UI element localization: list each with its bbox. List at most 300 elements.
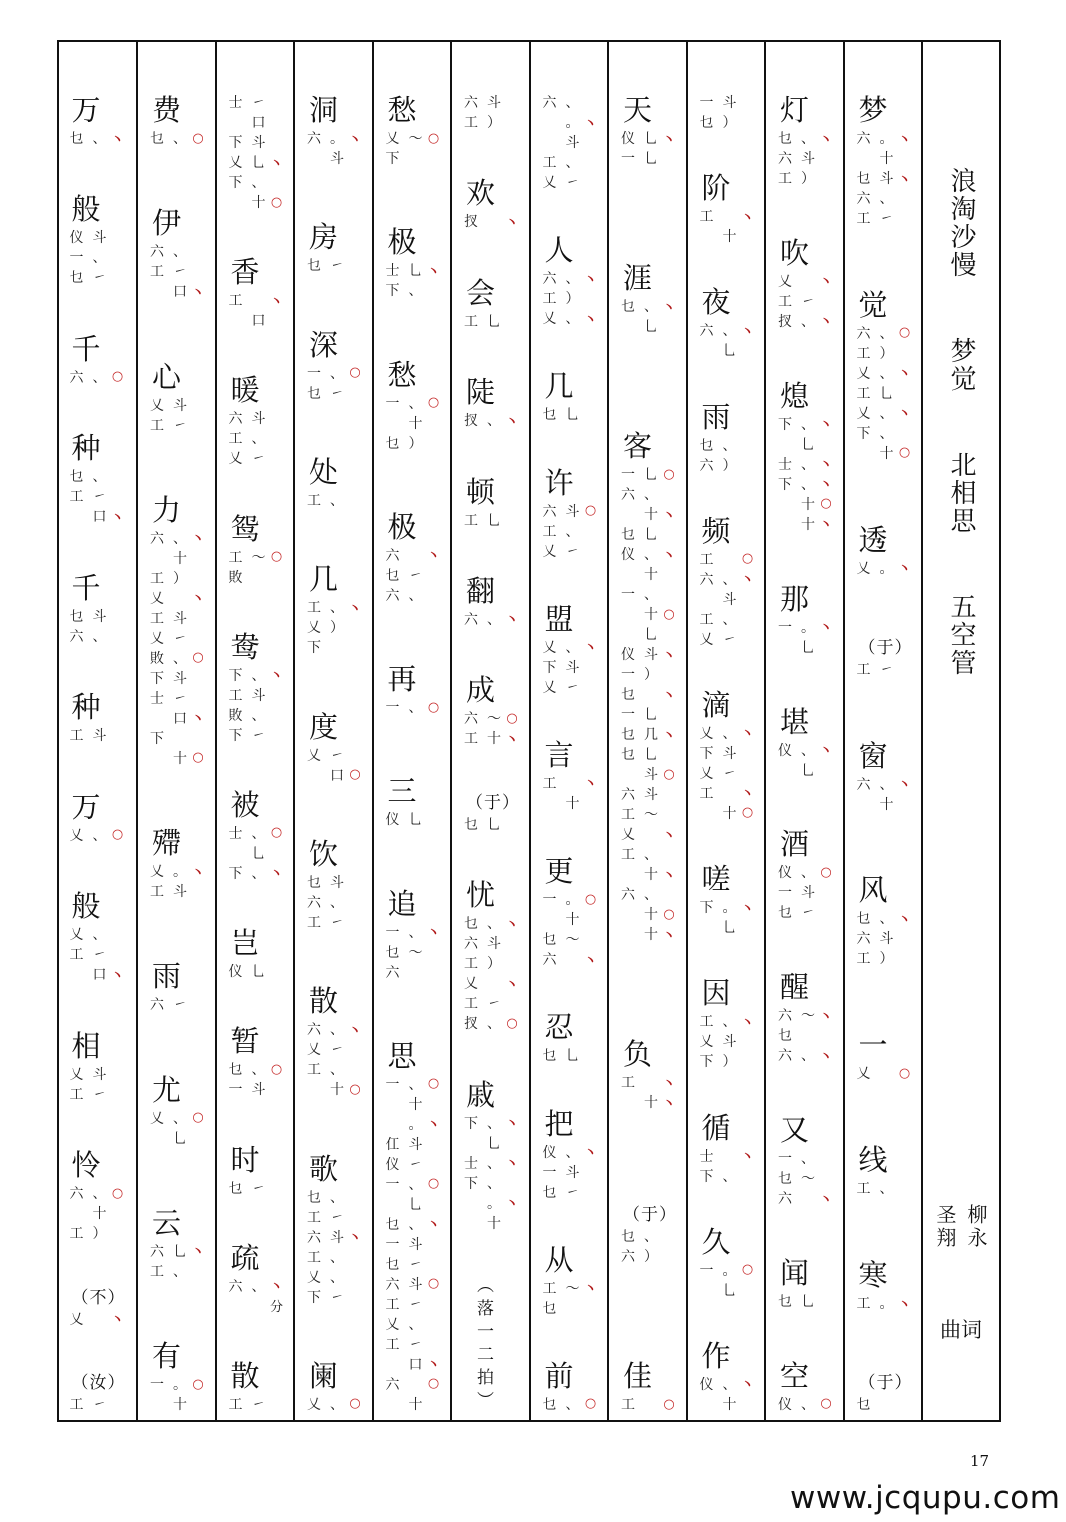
pitch-symbol: 工 [69,1086,84,1103]
rhythm-mark: 十 [408,1096,423,1113]
beat-dot-icon: 丶 [348,132,362,148]
rhythm-mark: ） [801,171,815,187]
gongche-notes [150,1108,206,1148]
note-row [621,864,677,884]
watermark: www.jcqupu.com [790,1480,1061,1516]
note-row [229,1276,285,1296]
rhythm-mark: 、 [565,311,580,328]
lyric-entry [543,1009,599,1065]
lyric-entry [700,975,756,1071]
note-row [464,993,520,1013]
lyric-character: 万 [71,93,101,127]
lyric-character: 般 [71,192,101,227]
beat-circle-icon: ○ [349,767,361,783]
pitch-symbol: 六 [621,787,635,803]
rhythm-mark: 、 [879,1181,894,1198]
note-row [229,725,285,745]
note-row [229,192,285,212]
note-row [70,606,126,626]
rhythm-mark: 十 [801,496,815,513]
title-main: 浪淘沙慢 [946,167,976,279]
lyric-character: 疏 [230,1240,260,1275]
pitch-symbol: 工 [307,1209,321,1226]
note-row [150,395,206,415]
gongche-notes [543,501,599,561]
pitch-symbol: 工 [385,1336,400,1353]
pitch-symbol: 士 [150,690,164,707]
rhythm-mark: 乚 [487,1135,501,1152]
rhythm-mark: 斗 [565,135,580,151]
rhythm-mark: 十 [722,805,737,822]
note-row [700,803,756,823]
note-row [229,1079,285,1099]
rhythm-mark: 斗 [722,745,737,762]
gongche-notes [386,697,442,717]
rhythm-mark: 、 [330,1269,344,1286]
note-row [700,897,756,917]
rhythm-mark: 、 [801,1151,815,1168]
rhythm-mark: ㇀ [251,1180,266,1197]
rhythm-mark: 乚 [173,1130,187,1147]
rhythm-mark: 斗 [722,1034,737,1051]
rhythm-mark: 、 [251,707,266,724]
pitch-symbol: 工 [621,1075,635,1091]
pitch-symbol: 乜 [778,1171,792,1188]
pitch-symbol: 乂 [69,1311,84,1328]
pitch-symbol: 工 [307,914,321,931]
note-row [778,862,834,882]
lyric-character: 愁 [387,357,417,392]
rhythm-mark: 乚 [801,1294,815,1310]
pitch-symbol: 六 [542,952,557,969]
notation-column [58,42,137,1420]
rhythm-mark: 、 [92,628,107,645]
pitch-symbol: 乂 [307,1396,321,1413]
lyric-entry [464,1077,520,1233]
gongche-notes [700,206,756,246]
note-row [150,548,206,568]
rhythm-mark: 斗 [644,767,658,783]
pitch-symbol: 敗 [228,569,243,586]
lyric-character: 那 [780,581,810,616]
lyric-entry [229,1240,285,1316]
gongche-notes [857,1063,913,1083]
gongche-notes [386,393,442,453]
rhythm-mark: ㇀ [330,1209,344,1226]
beat-dot-icon: 丶 [583,312,597,328]
rhythm-mark: ㇀ [330,914,344,931]
gongche-notes [621,296,677,336]
note-row [307,1059,363,1079]
lyric-entry [700,1338,756,1414]
note-row [229,685,285,705]
gongche-notes [543,1045,599,1065]
beat-dot-icon: 丶 [819,1009,833,1025]
gongche-notes [229,823,285,883]
beat-dot-icon: 丶 [662,828,676,844]
pitch-symbol: 士 [778,456,792,473]
rhythm-mark: 斗 [565,1164,580,1181]
beat-dot-icon: 丶 [662,728,676,744]
rhythm-mark: 乚 [644,527,658,543]
column-entries [295,92,372,1414]
pitch-symbol: 士 [464,1155,478,1172]
note-row [778,1005,834,1025]
rhythm-mark: 斗 [801,151,815,167]
rhythm-mark: 。 [330,131,344,147]
rhythm-mark: 几 [644,727,658,743]
pitch-symbol: 工 [542,775,557,792]
pitch-symbol: 下 [778,476,792,493]
rhythm-mark: 、 [92,827,107,844]
pitch-symbol: 工 [228,293,243,310]
notation-column [293,42,372,1420]
gongche-notes [307,1394,363,1414]
pitch-symbol: 六 [385,1376,400,1393]
rhythm-mark: 、 [644,847,658,863]
lyric-entry [464,474,520,530]
gongche-notes [857,659,913,679]
rhythm-mark: 斗 [408,1136,423,1153]
note-row [70,1309,126,1329]
lyric-entry [778,92,834,188]
note-row [543,793,599,813]
gongche-notes [70,606,126,646]
lyric-character: 阑 [309,1358,339,1393]
note-row [621,1092,677,1112]
note-row [70,1084,126,1104]
rhythm-mark: 斗 [565,659,580,676]
pitch-symbol: 下 [150,730,164,747]
gongche-notes [621,1394,677,1414]
note-row [857,188,913,208]
lyric-entry [857,872,913,968]
note-row [386,148,442,168]
pitch-symbol: 乜 [778,1294,792,1310]
note-row [464,1153,520,1173]
rhythm-mark: 、 [644,547,658,563]
rhythm-mark: 、 [173,131,187,147]
rhythm-mark: ） [879,951,894,968]
gongche-notes [464,1113,520,1233]
lyric-entry [386,509,442,605]
note-row [150,708,206,728]
pitch-symbol: 六 [621,1249,635,1265]
lyric-character: 云 [152,1205,182,1240]
lyric-character: 房 [309,220,339,255]
gongche-notes [464,913,520,1033]
note-row [307,872,363,892]
note-row [700,1051,756,1071]
beat-circle-icon: ○ [663,1396,675,1412]
pitch-symbol: 六 [385,1276,400,1293]
gongche-notes [543,1394,599,1414]
column-entries [452,92,529,1414]
lyric-entry [70,689,126,745]
lyric-character: 天 [623,93,653,127]
pitch-symbol: 工 [69,947,84,964]
lyric-character: 涯 [623,261,653,295]
note-row [621,484,677,504]
note-row [621,644,677,664]
pitch-symbol: 下 [778,416,792,433]
rhythm-mark: 十 [644,507,658,523]
rhythm-mark: 、 [644,1229,658,1245]
lyric-entry [307,561,363,657]
rhythm-mark: ㇀ [879,661,894,678]
rhythm-mark: 、 [487,916,501,933]
pitch-symbol: 士 [699,1148,714,1165]
lyric-character: （落一二拍） [473,1275,493,1414]
pitch-symbol: 六 [69,1186,84,1203]
beat-dot-icon: 丶 [505,215,519,231]
note-row [386,809,442,829]
lyric-character: 顿 [466,474,496,509]
beat-dot-icon: 丶 [505,917,519,933]
rhythm-mark: 、 [330,1022,344,1039]
beat-dot-icon: 丶 [740,1150,754,1165]
rhythm-mark: ㇀ [330,1289,344,1306]
lyric-character: 翻 [466,573,496,608]
beat-dot-icon: 丶 [191,865,205,881]
rhythm-mark: 、 [408,587,423,604]
pitch-symbol: 六 [699,457,714,474]
note-row [70,227,126,247]
note-row [700,569,756,589]
note-row [621,128,677,148]
author-credit [923,1204,999,1250]
beat-dot-icon: 丶 [191,1245,205,1261]
rhythm-mark: 、 [801,456,815,473]
lyric-character: 费 [152,93,182,127]
beat-circle-icon: ○ [427,1276,440,1292]
pitch-symbol: 六 [464,711,478,728]
beat-dot-icon: 丶 [191,592,205,608]
rhythm-mark: 、 [173,530,187,547]
note-row [386,128,442,148]
note-row [700,320,756,340]
note-row [543,404,599,424]
note-row [386,413,442,433]
lyric-entry [543,1106,599,1202]
rhythm-mark: 、 [722,437,737,454]
rhythm-mark: 乚 [487,313,501,330]
rhythm-mark: ㇀ [173,264,187,281]
note-row [307,363,363,383]
pitch-symbol: 工 [542,291,557,308]
lyric-character: 线 [858,1143,888,1178]
rhythm-mark: 乚 [722,1282,737,1299]
note-row [621,296,677,316]
rhythm-mark: 乚 [644,467,658,483]
note-row [464,1173,520,1193]
note-row [464,92,520,112]
beat-dot-icon: 丶 [505,414,519,430]
note-row [700,1394,756,1414]
gongche-notes [229,961,285,981]
rhythm-mark: 十 [722,1396,737,1413]
beat-dot-icon: 丶 [897,778,911,793]
note-row [70,1183,126,1203]
beat-circle-icon: ○ [741,1262,754,1278]
note-row [307,148,363,168]
note-row [229,132,285,152]
note-row [150,528,206,548]
rhythm-mark: 斗 [173,397,187,414]
pitch-symbol: 下 [542,659,557,676]
rhythm-mark: 十 [879,445,894,462]
pitch-symbol: 工 [856,345,871,362]
column-entries [688,92,765,1414]
beat-dot-icon: 丶 [662,1096,676,1112]
beat-dot-icon: 丶 [819,1049,833,1065]
pitch-symbol: 工 [228,687,243,704]
note-row [386,280,442,300]
rhythm-mark: 。 [801,619,815,636]
pitch-symbol: 工 [699,785,714,802]
lyric-character: 阶 [701,171,731,206]
lyric-entry [70,331,126,387]
note-row [543,657,599,677]
pitch-symbol: 乜 [621,1229,635,1245]
lyric-entry [857,92,913,228]
title-north: 北相思 [946,451,976,535]
lyric-character: 窗 [858,738,888,773]
pitch-symbol: 工 [856,1296,871,1312]
lyric-entry [543,853,599,969]
lyric-character: 千 [71,570,101,605]
rhythm-mark: ㇀ [565,1184,580,1201]
pitch-symbol: 乜 [69,270,84,287]
rhythm-mark: 乚 [722,343,737,360]
note-row [778,1045,834,1065]
pitch-symbol: 六 [464,95,478,111]
rhythm-mark: 。 [408,1116,423,1133]
pitch-symbol: 乜 [621,747,635,763]
gongche-notes [150,1374,206,1414]
rhythm-mark: 、 [565,271,580,288]
rhythm-mark: 〜 [565,1280,580,1297]
gongche-notes [307,597,363,657]
note-row [700,435,756,455]
rhythm-mark: 、 [487,413,501,430]
rhythm-mark: ㇀ [92,270,107,287]
rhythm-mark: 〜 [251,549,266,566]
note-row [700,112,756,132]
rhythm-mark: 。 [565,115,580,131]
rhythm-mark: 口 [92,509,107,526]
pitch-symbol: 六 [778,1191,792,1208]
rhythm-mark: 、 [92,469,107,486]
rhythm-mark: 乚 [644,627,658,643]
note-row [229,823,285,843]
note-row [700,455,756,475]
note-row [386,922,442,942]
note-row [543,889,599,909]
pitch-symbol: 乂 [542,175,557,191]
pitch-symbol: 六 [856,325,871,342]
rhythm-mark: 、 [879,325,894,342]
lyric-entry [700,1110,756,1186]
lyric-character: 种 [71,690,101,725]
pitch-symbol: 乜 [385,1216,400,1233]
rhythm-mark: 斗 [330,151,344,167]
lyric-entry [543,465,599,561]
pitch-symbol: 乂 [69,827,84,844]
note-row [386,585,442,605]
gongche-notes [700,435,756,475]
note-row [543,1142,599,1162]
title-mode: 五空管 [946,593,976,677]
note-row [543,1298,599,1318]
pitch-symbol: 六 [307,131,321,147]
note-row [543,1278,599,1298]
pitch-symbol: 仪 [621,647,635,663]
note-row [70,247,126,267]
rhythm-mark: 斗 [92,728,107,745]
lyric-character: 香 [230,255,260,290]
gongche-notes [307,745,363,785]
note-row [700,917,756,937]
lyric-entry [464,1276,494,1414]
note-row [307,1019,363,1039]
gongche-notes [150,395,206,435]
pitch-symbol: 工 [464,313,478,330]
note-row [307,1267,363,1287]
note-row [150,748,206,768]
note-row [857,443,913,463]
lyric-entry [386,1038,442,1414]
pitch-symbol: 乜 [621,687,635,703]
gongche-notes [857,1178,913,1198]
lyric-character: 极 [387,225,417,260]
pitch-symbol: 一 [621,587,635,603]
note-row [857,948,913,968]
gongche-notes [778,617,834,657]
note-row [778,311,834,331]
pitch-symbol: 乜 [385,944,400,961]
gongche-notes [70,1064,126,1104]
note-row [386,565,442,585]
pitch-symbol: 乂 [542,311,557,328]
lyric-character: 因 [701,976,731,1011]
rhythm-mark: 乚 [408,1196,423,1213]
note-row [700,783,756,803]
beat-circle-icon: ○ [349,1396,361,1412]
lyric-character: 度 [309,709,339,744]
rhythm-mark: ㇀ [251,95,266,111]
rhythm-mark: 、 [408,700,423,717]
pitch-symbol: 下 [699,745,714,762]
pitch-symbol: 乜 [228,1180,243,1197]
rhythm-mark: 〜 [801,1008,815,1025]
lyric-entry [307,327,363,403]
beat-circle-icon: ○ [663,606,675,622]
note-row [543,541,599,561]
lyric-entry [229,629,285,745]
rhythm-mark: 乚 [644,131,658,147]
pitch-symbol: 一 [778,885,792,902]
note-row [70,1394,126,1414]
rhythm-mark: ） [879,345,894,362]
note-row [307,892,363,912]
lyric-entry [778,1358,834,1414]
rhythm-mark: 、 [251,825,266,842]
note-row [621,1226,677,1246]
beat-dot-icon: 丶 [662,868,676,884]
lyric-entry [464,877,520,1033]
gongche-notes [464,311,520,331]
